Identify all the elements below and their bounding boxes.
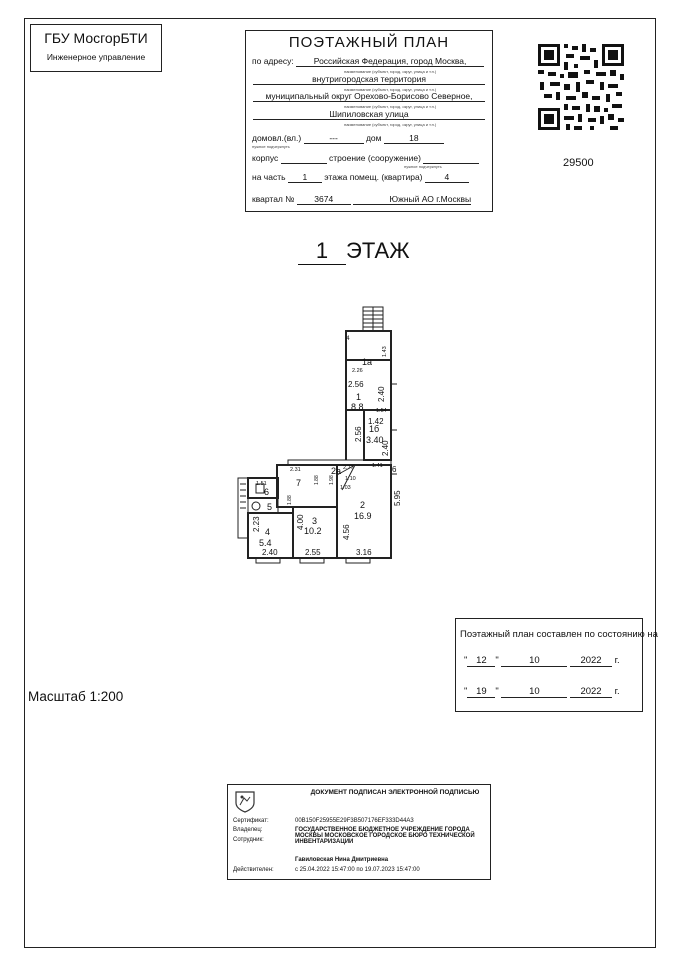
dimension: 2.40 <box>381 440 390 456</box>
address-line-1: Российская Федерация, город Москва, <box>296 56 484 67</box>
dimension: 4 <box>346 335 350 342</box>
room-id: 7 <box>296 478 302 488</box>
valid-value: с 25.04.2022 15:47:00 по 19.07.2023 15:47:00 <box>295 867 420 873</box>
dimension: 4.56 <box>342 524 351 540</box>
employee-value: Гавиловская Нина Дмитриевна <box>295 857 389 863</box>
address-line-3: муниципальный округ Орехово-Борисово Северное, <box>253 91 485 102</box>
date1-month: 10 <box>501 655 567 667</box>
domovl-label: домовл.(вл.) <box>252 133 302 143</box>
etazha-value: 4 <box>425 172 469 183</box>
address-line-2: внутригородская территория <box>253 74 485 85</box>
dom-value: 18 <box>384 133 444 144</box>
dimension: 1.42 <box>368 417 384 426</box>
room-id: 1а <box>362 357 373 367</box>
dimension: 1.54 <box>376 408 387 414</box>
date-row-2: " 19 " 10 2022 г. <box>464 686 620 697</box>
dimension: 1.98 <box>329 475 335 485</box>
owner-label: Владелец: <box>233 827 263 833</box>
qr-code <box>536 42 626 132</box>
room-id: 1б <box>369 424 380 434</box>
dimension: 1.51 <box>256 481 267 487</box>
date1-year: 2022 <box>570 655 612 667</box>
dimension: 2.55 <box>305 548 321 557</box>
date2-day: 19 <box>467 686 495 698</box>
owner-value: ГОСУДАРСТВЕННОЕ БЮДЖЕТНОЕ УЧРЕЖДЕНИЕ ГОРОДА МОСКВЫ МОСКОВСКОЕ ГОРОДСКОЕ БЮРО ТЕХНИЧЕСКОЙ ИНВЕНТАРИЗАЦИИ <box>295 827 475 845</box>
dimension: 1.03 <box>340 485 351 491</box>
korpus-label: корпус <box>252 153 279 163</box>
room-id: 2а <box>331 466 342 476</box>
dimension: 5.95 <box>393 490 402 506</box>
room-area: 3.40 <box>366 435 384 445</box>
dimension: 2.40 <box>262 548 278 557</box>
room-id: 4 <box>265 527 271 537</box>
date-row-1: " 12 " 10 2022 г. <box>464 655 620 666</box>
stroenie-label: строение (сооружение) <box>329 153 421 163</box>
room-area: 5.4 <box>259 538 272 548</box>
state-box <box>455 618 658 712</box>
cert-value: 00B150F25955E29F3B507176EF333D44A3 <box>295 818 414 824</box>
hint-4: наименование (субъект, город, округ, улица и т.п.) <box>344 122 437 127</box>
room-area: 10.2 <box>304 526 322 536</box>
date1-day: 12 <box>467 655 495 667</box>
district: Южный АО г.Москвы <box>353 194 471 205</box>
na-chast-label: на часть <box>252 172 286 182</box>
floor-label: ЭТАЖ <box>346 238 410 263</box>
org-box <box>30 24 162 72</box>
hint-3: наименование (субъект, город, округ, улица и т.п.) <box>344 104 437 109</box>
dimension: 4.00 <box>296 514 305 530</box>
hint-needed-2: нужное подчеркнуть <box>404 164 442 169</box>
address-label: по адресу: <box>252 56 294 66</box>
hint-2: наименование (субъект, город, округ, улица и т.п.) <box>344 87 437 92</box>
date1-suffix: г. <box>614 655 620 666</box>
na-chast-value: 1 <box>288 172 322 183</box>
room-id: 6 <box>264 487 270 497</box>
date2-month: 10 <box>501 686 567 698</box>
state-title: Поэтажный план составлен по состоянию на <box>460 629 658 640</box>
employee-label: Сотрудник: <box>233 837 264 843</box>
hint-1: наименование (субъект, город, округ, улица и т.п.) <box>344 69 437 74</box>
dimension: 2.56 <box>348 380 364 389</box>
org-name: ГБУ МосгорБТИ <box>44 30 148 46</box>
plan-card <box>245 30 493 212</box>
dimension: 2.56 <box>354 426 363 442</box>
date2-suffix: г. <box>614 686 620 697</box>
date2-year: 2022 <box>570 686 612 698</box>
plan-title: ПОЭТАЖНЫЙ ПЛАН <box>288 34 450 51</box>
kvartal-label: квартал № <box>252 194 295 204</box>
document-code: 29500 <box>563 157 594 169</box>
dimension: 2.31 <box>290 467 301 473</box>
dimension: 6 <box>392 465 397 474</box>
hint-needed-1: нужное подчеркнуть <box>252 144 290 149</box>
dimension: 1.88 <box>287 495 293 505</box>
room-id: 2 <box>360 500 366 510</box>
valid-label: Действителен: <box>233 867 274 873</box>
dimension: 2.40 <box>377 386 386 402</box>
floor-plan <box>228 300 408 580</box>
floor-heading <box>298 238 410 265</box>
signature-stamp <box>227 784 491 880</box>
dimension: 1.41 <box>372 463 383 469</box>
dimension: 2.26 <box>352 368 363 374</box>
moscow-emblem-icon <box>234 790 256 814</box>
dom-label: дом <box>365 133 382 143</box>
room-id: 1 <box>356 392 362 402</box>
room-area: 16.9 <box>354 511 372 521</box>
dimension: 3.16 <box>356 548 372 557</box>
dimension: 1.10 <box>345 476 356 482</box>
domovl-value: --- <box>304 133 364 144</box>
dimension: 2.23 <box>252 516 261 532</box>
dimension: 1.88 <box>314 475 320 485</box>
room-id: 3 <box>312 516 318 526</box>
signature-title: ДОКУМЕНТ ПОДПИСАН ЭЛЕКТРОННОЙ ПОДПИСЬЮ <box>310 789 480 796</box>
org-department: Инженерное управление <box>46 52 146 62</box>
address-line-4: Шипиловская улица <box>253 109 485 120</box>
dimension: 2.77 <box>343 465 354 471</box>
dimension: 1.43 <box>382 346 388 357</box>
room-area: 8.8 <box>351 402 364 412</box>
scale-label: Масштаб 1:200 <box>28 689 124 704</box>
floor-number: 1 <box>298 238 346 265</box>
room-id: 5 <box>267 502 273 512</box>
kvartal-value: 3674 <box>297 194 351 205</box>
cert-label: Сертификат: <box>233 818 269 824</box>
etazha-label: этажа помещ. (квартира) <box>324 172 423 182</box>
